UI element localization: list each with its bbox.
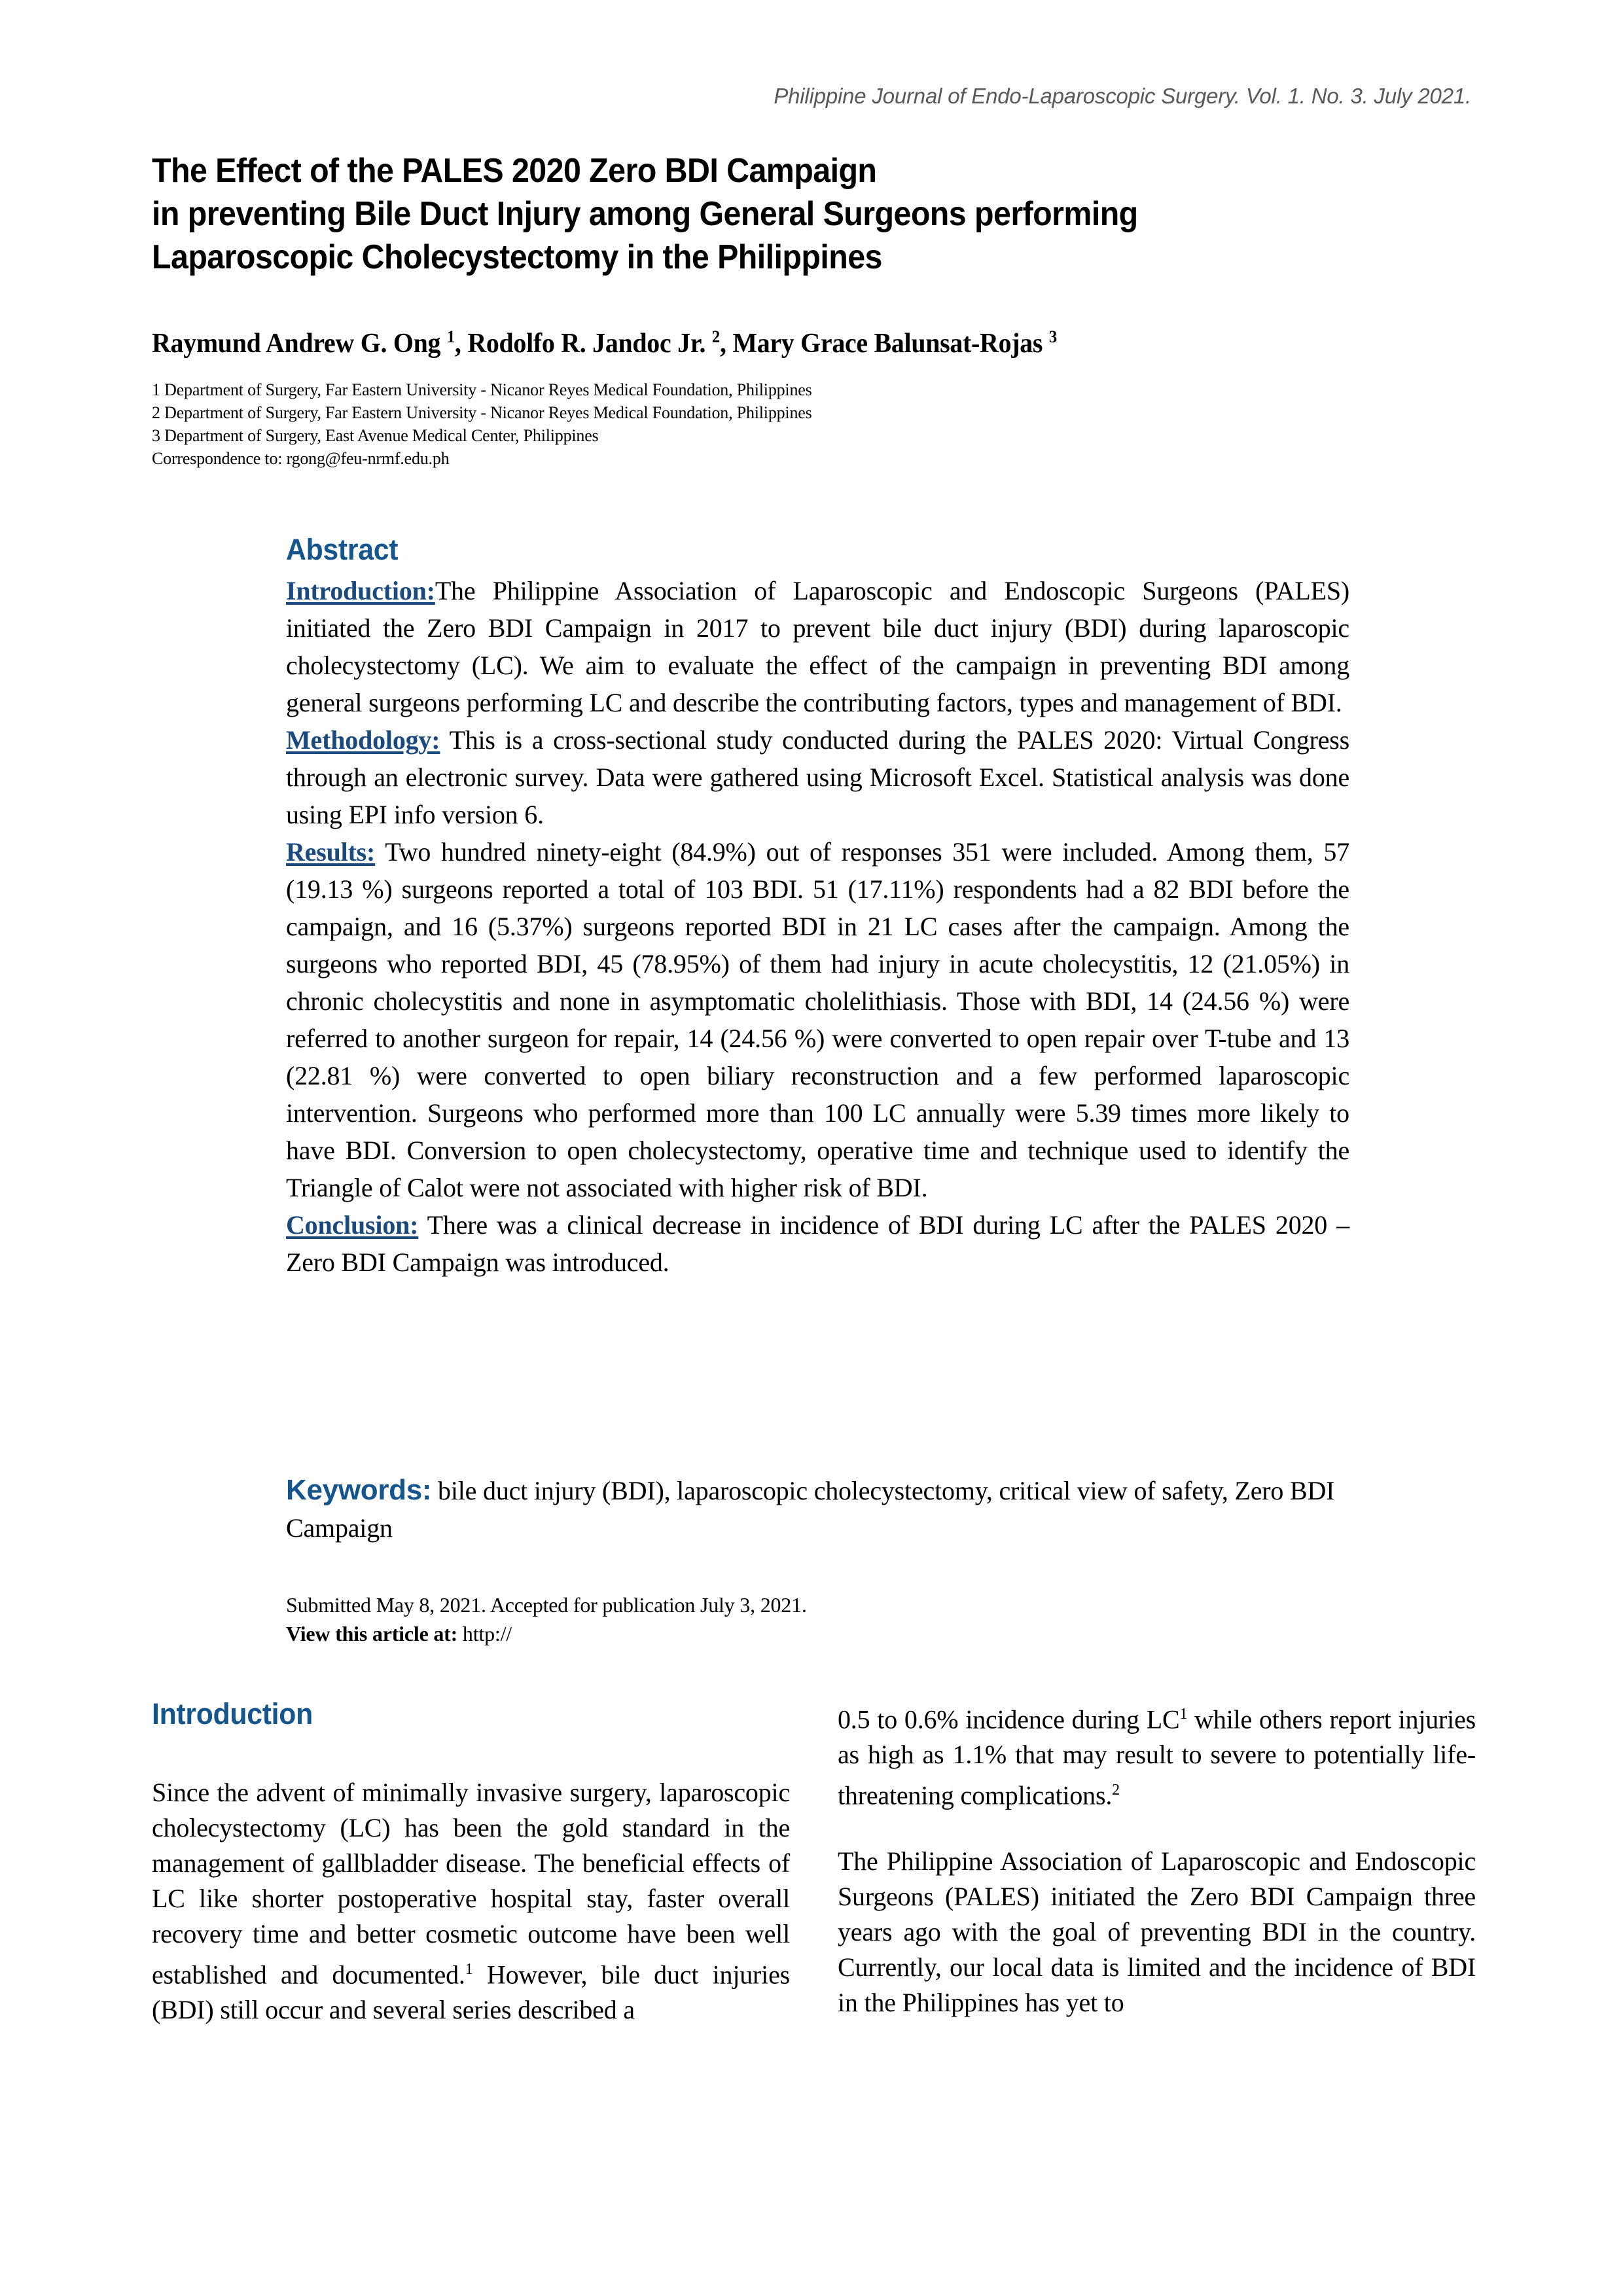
author-affil-marker-3: 3	[1048, 327, 1057, 346]
intro-cont-part-b: while others report injuries as high as 1.1% that may result to severe to potentially life-threatening complications.	[838, 1704, 1476, 1810]
affiliation-list	[152, 378, 1264, 470]
correspondence-line: Correspondence to: rgong@feu-nrmf.edu.ph	[152, 449, 450, 468]
citation-marker-1: 1	[465, 1961, 473, 1978]
abstract-conclusion-label: Conclusion:	[286, 1210, 419, 1240]
citation-marker-2: 2	[1112, 1782, 1120, 1799]
author-affil-marker-1: 1	[446, 327, 455, 346]
introduction-heading: Introduction	[152, 1697, 313, 1731]
abstract-methodology-paragraph	[286, 721, 1349, 833]
affiliation-3: 3 Department of Surgery, East Avenue Medical Center, Philippines	[152, 426, 599, 445]
intro-cont-part-a: 0.5 to 0.6% incidence during LC	[838, 1704, 1180, 1734]
abstract-methodology-label: Methodology:	[286, 725, 440, 755]
abstract-introduction-label: Introduction:	[286, 576, 435, 605]
body-column-right	[838, 1696, 1476, 2051]
view-article-url[interactable]: http://	[457, 1622, 512, 1645]
abstract-results-text: Two hundred ninety-eight (84.9%) out of responses 351 were included. Among them, 57 (19.13 %) surgeons reported a total of 103 BDI. 51 (17.11%) respondents had a 82 BDI before the campaign, and 16 (5.37%) surgeons reported BDI in 21 LC cases after the campaign. Among the surgeons who reported BDI, 45 (78.95%) of them had injury in acute cholecystitis, 12 (21.05%) in chronic cholecystitis and none in asymptomatic cholelithiasis. Those with BDI, 14 (24.56 %) were referred to another surgeon for repair, 14 (24.56 %) were converted to open repair over T-tube and 13 (22.81 %) were converted to open biliary reconstruction and a few performed laparoscopic intervention. Surgeons who performed more than 100 LC annually were 5.39 times more likely to have BDI. Conversion to open cholecystectomy, operative time and technique used to identify the Triangle of Calot were not associated with higher risk of BDI.	[286, 837, 1349, 1202]
affiliation-1: 1 Department of Surgery, Far Eastern University - Nicanor Reyes Medical Foundation, Philippines	[152, 380, 812, 399]
submission-dates: Submitted May 8, 2021. Accepted for publication July 3, 2021.	[286, 1593, 807, 1617]
abstract-results-paragraph	[286, 833, 1349, 1206]
title-line-2: in preventing Bile Duct Injury among General Surgeons performing	[152, 195, 1138, 233]
introduction-paragraph-1	[152, 1775, 790, 2028]
author-name-2: Rodolfo R. Jandoc Jr.	[467, 329, 706, 359]
submission-info	[286, 1590, 1349, 1648]
keywords-section	[286, 1471, 1349, 1547]
abstract-methodology-text: This is a cross-sectional study conducted during the PALES 2020: Virtual Congress through an electronic survey. Data were gathered using Microsoft Excel. Statistical analysis was done using EPI info version 6.	[286, 725, 1349, 829]
abstract-conclusion-paragraph	[286, 1206, 1349, 1281]
introduction-paragraph-1-part-a: Since the advent of minimally invasive surgery, laparoscopic cholecystectomy (LC) has been the gold standard in the management of gallbladder disease. The beneficial effects of LC like shorter postoperative hospital stay, faster overall recovery time and better cosmetic outcome have been well established and documented.	[152, 1778, 790, 1990]
abstract-results-label: Results:	[286, 837, 376, 867]
author-name-3: Mary Grace Balunsat-Rojas	[732, 329, 1043, 359]
page-title	[152, 149, 1406, 279]
abstract-conclusion-text: There was a clinical decrease in incidence of BDI during LC after the PALES 2020 – Zero BDI Campaign was introduced.	[286, 1210, 1349, 1277]
abstract-introduction-paragraph	[286, 572, 1349, 721]
introduction-paragraph-2: The Philippine Association of Laparoscopic and Endoscopic Surgeons (PALES) initiated the Zero BDI Campaign three years ago with the goal of preventing BDI in the country. Currently, our local data is limited and the incidence of BDI in the Philippines has yet to	[838, 1846, 1476, 2017]
introduction-paragraph-1-part-b: However, bile duct injuries (BDI) still occur and several series described a	[152, 1960, 790, 2025]
abstract-section	[286, 531, 1349, 1281]
keywords-text: bile duct injury (BDI), laparoscopic cholecystectomy, critical view of safety, Zero BDI Campaign	[286, 1476, 1335, 1543]
view-article-line	[286, 1619, 1349, 1648]
title-line-1: The Effect of the PALES 2020 Zero BDI Campaign	[152, 152, 877, 190]
title-line-3: Laparoscopic Cholecystectomy in the Philippines	[152, 238, 882, 276]
author-list: Raymund Andrew G. Ong $^1$, Rodolfo R. Jandoc Jr. $^2$, Mary Grace Balunsat-Rojas $^3$	[152, 327, 1057, 359]
abstract-introduction-text: The Philippine Association of Laparoscopic and Endoscopic Surgeons (PALES) initiated the Zero BDI Campaign in 2017 to prevent bile duct injury (BDI) during laparoscopic cholecystectomy (LC). We aim to evaluate the effect of the campaign in preventing BDI among general surgeons performing LC and describe the contributing factors, types and management of BDI.	[286, 576, 1349, 717]
citation-marker-1b: 1	[1179, 1706, 1188, 1723]
author-name-1: Raymund Andrew G. Ong	[152, 329, 441, 359]
journal-running-head: Philippine Journal of Endo-Laparoscopic Surgery. Vol. 1. No. 3. July 2021.	[774, 84, 1471, 108]
body-column-left	[152, 1696, 790, 2058]
abstract-heading: Abstract	[286, 533, 399, 566]
introduction-paragraph-1-continued	[838, 1696, 1476, 1814]
keywords-label: Keywords:	[286, 1474, 432, 1506]
affiliation-2: 2 Department of Surgery, Far Eastern University - Nicanor Reyes Medical Foundation, Philippines	[152, 403, 812, 422]
author-affil-marker-2: 2	[711, 327, 720, 346]
view-article-label: View this article at:	[286, 1622, 458, 1645]
